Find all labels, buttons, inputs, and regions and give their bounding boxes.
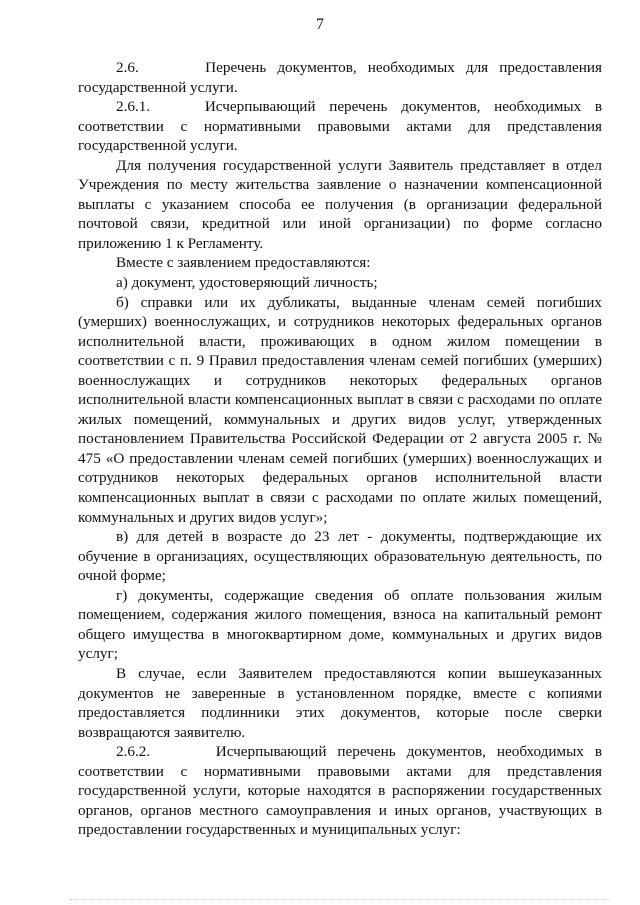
- documents-intro: Вместе с заявлением предоставляются:: [116, 254, 371, 272]
- document-body: [78, 58, 602, 840]
- application-paragraph: Для получения государственной услуги Заявитель представляет в отдел Учреждения по месту жительства заявление о назначении компенсационной выплаты с указанием способа ее получения (в организации федеральной почтовой связи, кредитной или иной организации) по форме согласно приложению 1 к Регламенту.: [78, 156, 602, 252]
- list-item-a: а) документ, удостоверяющий личность;: [116, 274, 378, 292]
- scan-edge-line: [70, 899, 610, 901]
- copies-paragraph: В случае, если Заявителем предоставляются копии вышеуказанных документов не заверенные в установленном порядке, вместе с копиями предоставляется подлинники этих документов, которые после сверки возвращаются заявителю.: [78, 664, 602, 741]
- list-item-b: б) справки или их дубликаты, выданные членам семей погибших (умерших) военнослужащих, и сотрудников некоторых федеральных органов исполнительной власти, проживающих в одном жилом помещении в соответствии с п. 9 Правил предоставления членам семей погибших (умерших) военнослужащих и сотрудников некоторых федеральных органов исполнительной власти компенсационных выплат в связи с расходами по оплате жилых помещений, коммунальных и других видов услуг, утвержденных постановлением Правительства Российской Федерации от 2 августа 2005 г. № 475 «О предоставлении членам семей погибших (умерших) военнослужащих и сотрудников некоторых федеральных органов исполнительной власти компенсационных выплат в связи с расходами по оплате жилых помещений, коммунальных и других видов услуг»;: [78, 293, 602, 526]
- section-2-6-heading: 2.6. Перечень документов, необходимых для предоставления государственной услуги.: [78, 59, 602, 96]
- section-2-6-1-heading: 2.6.1. Исчерпывающий перечень документов, необходимых в соответствии с нормативными правовыми актами для представления государственной услуги.: [78, 98, 602, 155]
- page-number: 7: [316, 16, 324, 33]
- list-item-g: г) документы, содержащие сведения об оплате пользования жилым помещением, содержания жилого помещения, взноса на капитальный ремонт общего имущества в многоквартирном доме, коммунальных и других видов услуг;: [78, 586, 602, 663]
- list-item-v: в) для детей в возрасте до 23 лет - документы, подтверждающие их обучение в организациях, осуществляющих образовательную деятельность, по очной форме;: [78, 528, 602, 585]
- section-2-6-2-heading: 2.6.2. Исчерпывающий перечень документов, необходимых в соответствии с нормативными правовыми актами для представления государственной услуги, которые находятся в распоряжении государственных органов, органов местного самоуправления и иных органов, участвующих в предоставлении государственных и муниципальных услуг:: [78, 743, 602, 839]
